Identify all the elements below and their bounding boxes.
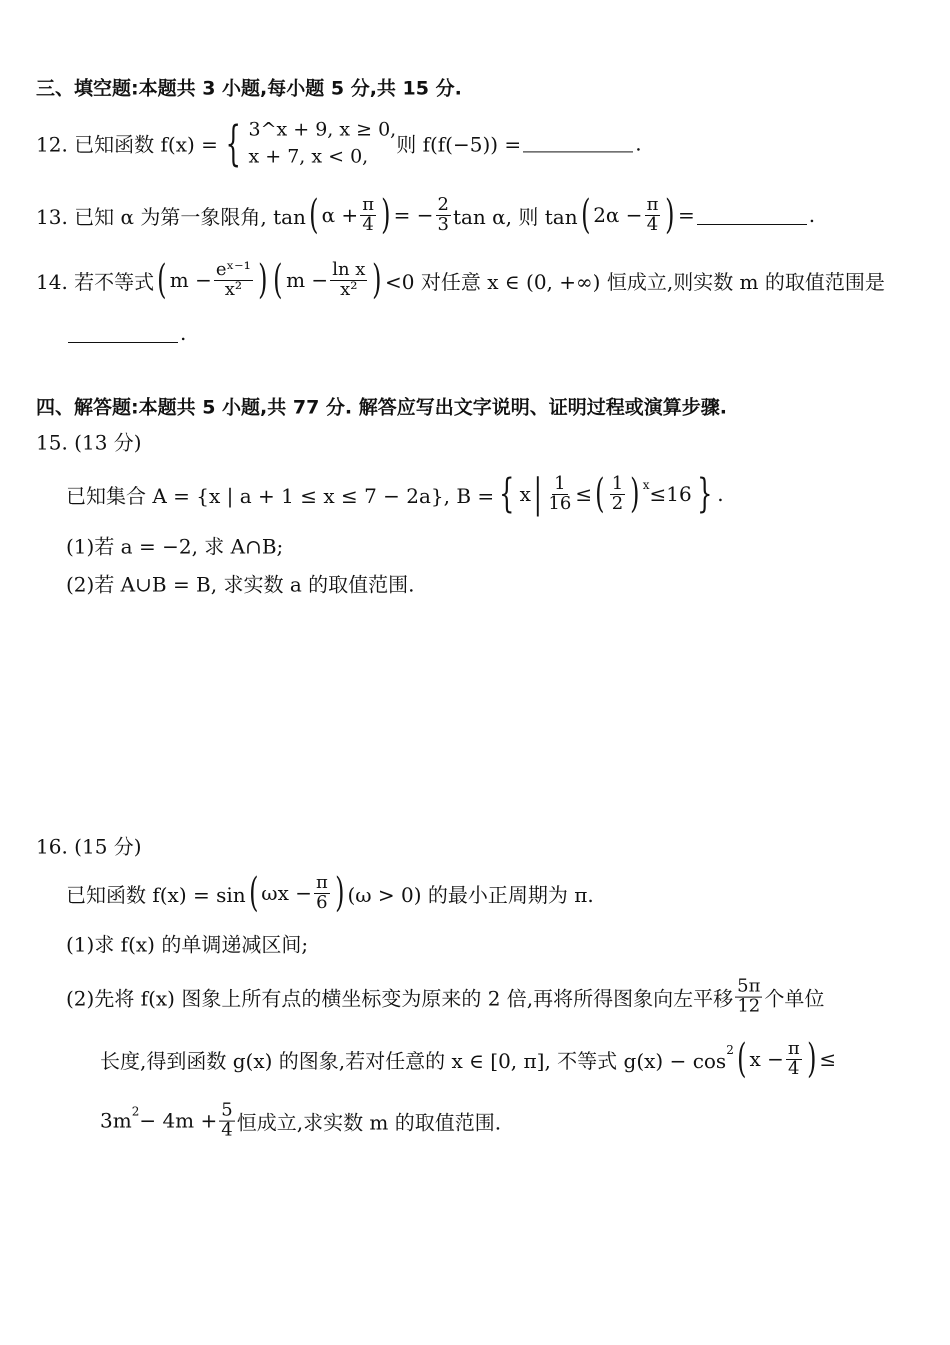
text-segment: 14. 若不等式: [36, 269, 155, 294]
bracket: ): [334, 870, 345, 916]
fraction: [314, 871, 330, 913]
question-16-part-2-end: [100, 1099, 502, 1141]
bracket: ): [257, 257, 268, 303]
text-segment: x: [519, 482, 531, 506]
text-segment: (1)若 a = −2, 求 A∩B;: [66, 534, 284, 559]
text-segment: 个单位: [764, 986, 825, 1011]
denominator: 2: [611, 492, 624, 514]
denominator: 16: [548, 492, 572, 514]
text-segment: (1)求 f(x) 的单调递减区间;: [66, 932, 309, 957]
fraction: [546, 472, 573, 514]
question-13: [36, 192, 816, 238]
denominator: 12: [737, 995, 761, 1017]
fraction: [786, 1037, 802, 1079]
cases-rows: [248, 116, 396, 169]
text-segment: 2α −: [593, 203, 643, 227]
numerator: 5π: [737, 975, 761, 997]
text-segment: (2)先将 f(x) 图象上所有点的横坐标变为原来的 2 倍,再将所得图象向左平移: [66, 986, 734, 1011]
bracket: |: [533, 471, 542, 517]
text-segment: .: [180, 321, 187, 345]
section-4-heading: [36, 393, 727, 420]
bracket: (: [580, 192, 591, 238]
question-16-part-1: [66, 929, 308, 958]
superscript: 2: [726, 1043, 734, 1057]
numerator: 5: [221, 1099, 233, 1121]
text-segment: 则 f(f(−5)) =: [396, 132, 522, 157]
question-16-title: [36, 831, 142, 860]
text-segment: ≤16: [649, 482, 692, 506]
bracket: ): [372, 257, 382, 303]
superscript: 2: [131, 1105, 140, 1119]
text-segment: 3m: [100, 1109, 132, 1133]
text-segment: ≤: [575, 482, 593, 506]
text-segment: 恒成立,求实数 m 的取值范围.: [236, 1110, 502, 1135]
text-segment: =: [678, 203, 695, 227]
numerator: π: [362, 193, 375, 215]
denominator: x²: [340, 278, 358, 300]
question-12: [36, 116, 642, 169]
text-segment: 已知函数 f(x) = sin: [66, 882, 246, 907]
bracket: (: [157, 257, 167, 303]
numerator: π: [315, 871, 328, 893]
fraction: [330, 258, 367, 300]
bracket: (: [273, 257, 283, 303]
text-segment: 12. 已知函数 f(x) =: [36, 132, 218, 157]
text-segment: .: [808, 203, 816, 227]
answer-blank: [697, 206, 807, 225]
text-segment: tan α, 则 tan: [452, 204, 578, 229]
text-segment: (2)若 A∪B = B, 求实数 a 的取值范围.: [66, 572, 415, 597]
fraction: [645, 193, 661, 235]
bracket: }: [696, 471, 713, 517]
text-segment: − 4m +: [139, 1109, 218, 1133]
text-segment: 长度,得到函数 g(x) 的图象,若对任意的 x ∈ [0, π], 不等式 g(x) − cos: [100, 1048, 727, 1073]
numerator: π: [787, 1037, 800, 1059]
numerator: π: [646, 193, 659, 215]
bracket: (: [736, 1036, 747, 1082]
bracket: ): [806, 1036, 817, 1082]
text-segment: <0 对任意 x ∈ (0, +∞) 恒成立,则实数 m 的取值范围是: [385, 269, 885, 294]
question-16-part-2-cont: [100, 1036, 837, 1082]
text-segment: ≤: [819, 1047, 837, 1071]
denominator: x²: [224, 278, 243, 300]
bracket: (: [248, 870, 259, 916]
question-16-stem: [66, 870, 594, 916]
fraction: [436, 193, 451, 235]
question-14: [36, 257, 885, 303]
question-15-part-1: [66, 531, 283, 560]
denominator: 4: [362, 213, 374, 235]
text-segment: m −: [286, 268, 329, 292]
case-row: x + 7, x < 0,: [248, 145, 369, 167]
bracket: ): [381, 192, 391, 238]
superscript: x: [642, 478, 650, 492]
text-segment: x −: [749, 1047, 784, 1071]
text-segment: 15. (13 分): [36, 430, 142, 455]
denominator: 4: [221, 1119, 233, 1141]
answer-blank: [523, 134, 633, 153]
text-segment: 16. (15 分): [36, 834, 142, 859]
answer-blank: [68, 324, 178, 343]
bracket: (: [309, 192, 319, 238]
bracket: ): [630, 471, 640, 517]
denominator: 4: [788, 1057, 800, 1079]
fraction: [214, 258, 253, 300]
denominator: 3: [437, 213, 449, 235]
fraction: [735, 975, 762, 1017]
numerator: ln x: [332, 258, 366, 280]
text-segment: ωx −: [261, 881, 312, 905]
denominator: 6: [316, 891, 328, 913]
text-segment: .: [717, 482, 724, 506]
fraction: [360, 193, 376, 235]
fraction: [610, 472, 625, 514]
brace: {: [225, 115, 241, 171]
heading-text: 四、解答题:本题共 5 小题,共 77 分. 解答应写出文字说明、证明过程或演算步骤.: [36, 396, 727, 419]
text-segment: (ω > 0) 的最小正周期为 π.: [347, 882, 594, 907]
text-segment: α +: [321, 203, 359, 227]
numerator: 1: [554, 472, 566, 494]
piecewise-function: [218, 116, 396, 169]
text-segment: .: [635, 131, 642, 155]
text-segment: 13. 已知 α 为第一象限角, tan: [36, 204, 306, 229]
bracket: {: [499, 471, 515, 517]
denominator: 4: [646, 213, 659, 235]
question-15-part-2: [66, 569, 414, 598]
question-15-title: [36, 427, 142, 456]
text-segment: m −: [169, 268, 212, 292]
bracket: ): [665, 192, 675, 238]
text-segment: = −: [393, 203, 434, 227]
numerator: eˣ⁻¹: [215, 258, 251, 280]
question-16-part-2: [66, 975, 825, 1017]
fraction: [219, 1099, 234, 1141]
bracket: (: [595, 471, 605, 517]
numerator: 2: [437, 193, 449, 215]
question-14-answer-blank: [66, 321, 186, 345]
heading-text: 三、填空题:本题共 3 小题,每小题 5 分,共 15 分.: [36, 77, 462, 100]
text-segment: 已知集合 A = {x | a + 1 ≤ x ≤ 7 − 2a}, B =: [66, 483, 495, 508]
numerator: 1: [611, 472, 624, 494]
question-15-stem: [66, 471, 724, 517]
case-row: 3^x + 9, x ≥ 0,: [248, 118, 397, 141]
section-3-heading: [36, 74, 462, 101]
